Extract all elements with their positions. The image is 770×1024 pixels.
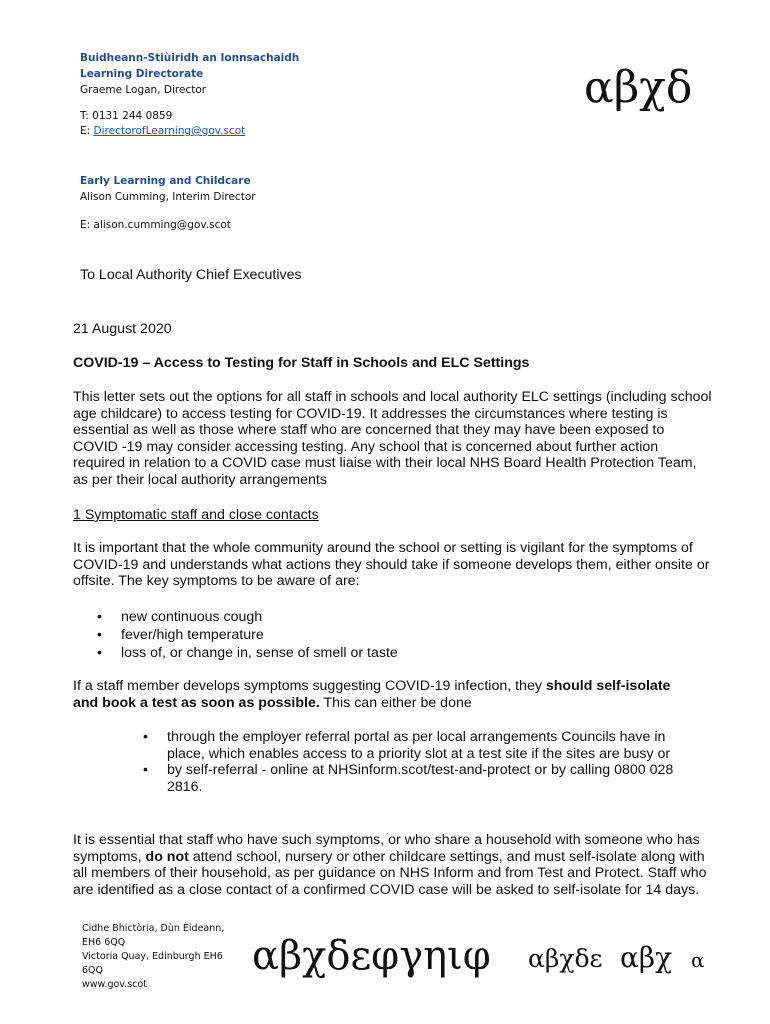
bullet-icon: • bbox=[143, 762, 148, 778]
letter-date: 21 August 2020 bbox=[73, 321, 172, 337]
letter-subject: COVID-19 – Access to Testing for Staff in Schools and ELC Settings bbox=[73, 355, 530, 371]
elc-title: Early Learning and Childcare bbox=[80, 175, 251, 187]
footer-glyphs-tiny: α bbox=[691, 948, 705, 972]
sender-block bbox=[80, 51, 299, 139]
elc-block bbox=[80, 174, 256, 233]
list-item: • through the employer referral portal as per local arrangements Councils have in place, which enables access to a priority slot at a test site if the sites are busy or bbox=[143, 729, 671, 762]
gov-logo: αβχδ bbox=[584, 62, 693, 113]
footer-glyphs-medium: αβχδε bbox=[528, 944, 603, 973]
list-item: • new continuous cough bbox=[97, 609, 263, 625]
list-item: • by self-referral - online at NHSinform.scot/test-and-protect or by calling 0800 028 2816. bbox=[143, 762, 674, 795]
email-prefix: E: bbox=[80, 125, 94, 137]
recipient: To Local Authority Chief Executives bbox=[80, 267, 302, 283]
phone-number: T: 0131 244 0859 bbox=[80, 110, 173, 122]
section-1-paragraph: It is important that the whole community around the school or setting is vigilant for the symptoms of COVID-19 and understands what actions they should take if someone develops them, either onsite or offsite. The key symptoms to be aware of are: bbox=[73, 540, 710, 589]
email-line bbox=[80, 124, 299, 139]
bullet-icon: • bbox=[97, 609, 102, 625]
section-1-heading: 1 Symptomatic staff and close contacts bbox=[73, 507, 319, 523]
elc-email: E: alison.cumming@gov.scot bbox=[80, 219, 231, 231]
intro-paragraph: This letter sets out the options for all staff in schools and local authority ELC settings (including school age childcare) to access testing for COVID-19. It addresses the circumstances where testing is essential as well as those where staff who are concerned that they may have been exposed to COVID -19 may consider accessing testing. Any school that is concerned about further action required in relation to a COVID case must liaise with their local NHS Board Health Protection Team, as per their local authority arrangements bbox=[73, 389, 712, 488]
footer-address: Cidhe Bhictòria, Dùn Èideann, EH6 6QQ Victoria Quay, Edinburgh EH6 6QQ www.gov.scot bbox=[82, 923, 225, 990]
dept-gaelic: Buidheann-Stiùiridh an Ionnsachaidh bbox=[80, 52, 300, 64]
director-email-link[interactable]: DirectorofLearning@gov.scot bbox=[93, 125, 246, 137]
bullet-icon: • bbox=[97, 645, 102, 661]
footer-glyphs-small: αβχ bbox=[620, 941, 673, 974]
footer-website: www.gov.scot bbox=[82, 979, 147, 990]
do-not-emphasis: do not bbox=[145, 848, 189, 865]
symptoms-list bbox=[97, 608, 681, 662]
self-isolate-paragraph: If a staff member develops symptoms suggesting COVID-19 infection, they should self-isolate and book a test as soon as possible. This can either be done bbox=[73, 678, 671, 711]
testing-options-list bbox=[143, 729, 707, 795]
self-isolate-emphasis: should self-isolate and book a test as soon as possible. bbox=[73, 678, 671, 711]
elc-director: Alison Cumming, Interim Director bbox=[80, 191, 256, 203]
essential-paragraph: It is essential that staff who have such symptoms, or who share a household with someone who has symptoms, do not attend school, nursery or other childcare settings, and must self-isolate along with all members of their household, as per guidance on NHS Inform and from Test and Protect. Staff who are identified as a close contact of a confirmed COVID case will be asked to self-isolate for 14 days. bbox=[73, 832, 707, 898]
dept-english: Learning Directorate bbox=[80, 68, 204, 80]
list-item: • fever/high temperature bbox=[97, 627, 264, 643]
list-item: • loss of, or change in, sense of smell or taste bbox=[97, 645, 398, 661]
bullet-icon: • bbox=[97, 627, 102, 643]
director-name: Graeme Logan, Director bbox=[80, 84, 207, 96]
bullet-icon: • bbox=[143, 729, 148, 745]
footer-glyphs-large: αβχδεφγηιφ bbox=[252, 933, 491, 979]
